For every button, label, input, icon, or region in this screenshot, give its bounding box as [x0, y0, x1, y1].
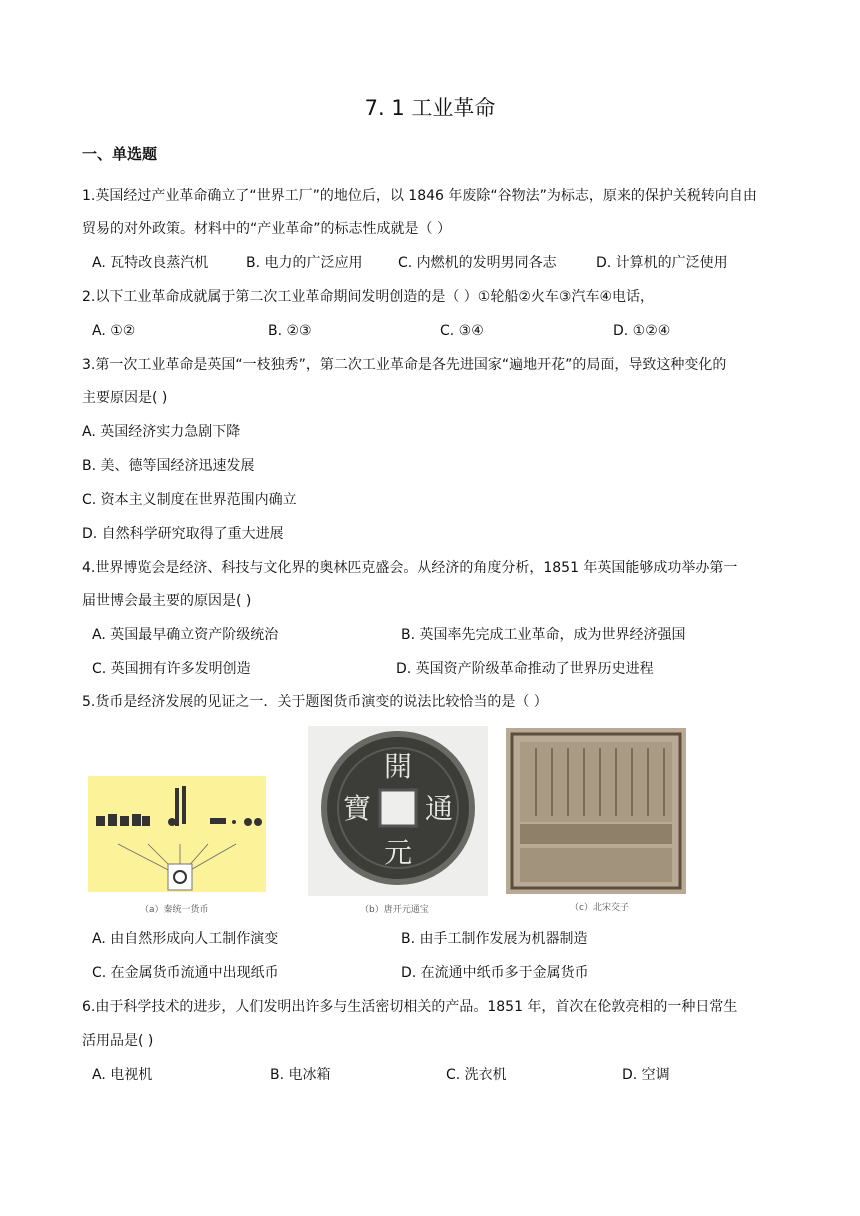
question-6-option-c[interactable]: C. 洗衣机	[446, 1067, 507, 1083]
question-4-option-b[interactable]: B. 英国率先完成工业革命，成为世界经济强国	[401, 627, 686, 643]
coin-char-left: 寶	[342, 792, 372, 825]
question-2-stem: 2.以下工业革命成就属于第二次工业革命期间发明创造的是（ ）①轮船②火车③汽车④电话，	[82, 289, 655, 305]
coin-char-right: 通	[424, 792, 454, 825]
question-5-option-c[interactable]: C. 在金属货币流通中出现纸币	[92, 965, 279, 981]
question-4-stem-line-1: 4.世界博览会是经济、科技与文化界的奥林匹克盛会。从经济的角度分析，1851 年英国能够成功举办第一	[82, 560, 738, 576]
question-2-option-b[interactable]: B. ②③	[268, 323, 312, 339]
question-3-option-a[interactable]: A. 英国经济实力急剧下降	[82, 424, 241, 440]
question-5-stem: 5.货币是经济发展的见证之一．关于题图货币演变的说法比较恰当的是（ ）	[82, 694, 548, 710]
question-2-option-a[interactable]: A. ①②	[92, 323, 136, 339]
question-6-option-b[interactable]: B. 电冰箱	[270, 1067, 331, 1083]
coin-char-top: 開	[383, 750, 413, 783]
figure-tang-coin	[308, 726, 488, 915]
question-1-option-c[interactable]: C. 内燃机的发明男同各志	[398, 255, 557, 271]
jiaozi-image	[506, 728, 686, 894]
question-5-option-d[interactable]: D. 在流通中纸币多于金属货币	[401, 965, 589, 981]
question-3-option-b[interactable]: B. 美、德等国经济迅速发展	[82, 458, 255, 474]
question-1-option-b[interactable]: B. 电力的广泛应用	[246, 255, 363, 271]
question-6-option-d[interactable]: D. 空调	[622, 1067, 670, 1083]
question-3-stem-line-2: 主要原因是( )	[82, 390, 168, 406]
figure-a-caption: （a）秦统一货币	[140, 905, 209, 915]
question-6-stem-line-1: 6.由于科学技术的进步，人们发明出许多与生活密切相关的产品。1851 年，首次在伦敦亮相的一种日常生	[82, 999, 738, 1015]
question-6-stem-line-2: 活用品是( )	[82, 1033, 154, 1049]
question-6-option-a[interactable]: A. 电视机	[92, 1067, 153, 1083]
question-5-option-a[interactable]: A. 由自然形成向人工制作演变	[92, 931, 279, 947]
figure-c-caption: （c）北宋交子	[570, 903, 629, 913]
question-4-option-c[interactable]: C. 英国拥有许多发明创造	[92, 661, 251, 677]
figure-qin-currency	[88, 776, 266, 915]
question-2-option-c[interactable]: C. ③④	[440, 323, 484, 339]
figure-song-jiaozi	[506, 728, 686, 913]
question-2-option-d[interactable]: D. ①②④	[613, 323, 671, 339]
page-title: 7. 1 工业革命	[364, 96, 496, 120]
qin-currency-image	[88, 776, 266, 892]
question-3-option-c[interactable]: C. 资本主义制度在世界范围内确立	[82, 492, 297, 508]
question-1-stem-line-2: 贸易的对外政策。材料中的“产业革命”的标志性成就是（ ）	[82, 221, 451, 237]
question-1-option-a[interactable]: A. 瓦特改良蒸汽机	[92, 255, 209, 271]
question-4-option-d[interactable]: D. 英国资产阶级革命推动了世界历史进程	[396, 661, 654, 677]
currency-figures	[88, 726, 688, 916]
kaiyuan-coin-image	[308, 726, 488, 896]
coin-char-bottom: 元	[383, 836, 413, 869]
question-4-option-a[interactable]: A. 英国最早确立资产阶级统治	[92, 627, 279, 643]
question-1-stem-line-1: 1.英国经过产业革命确立了“世界工厂”的地位后，以 1846 年废除“谷物法”为标志，原来的保护关税转向自由	[82, 188, 757, 204]
question-4-stem-line-2: 届世博会最主要的原因是( )	[82, 593, 252, 609]
question-3-stem-line-1: 3.第一次工业革命是英国“一枝独秀”，第二次工业革命是各先进国家“遍地开花”的局面，导致这种变化的	[82, 357, 727, 373]
section-heading: 一、单选题	[82, 145, 158, 163]
question-3-option-d[interactable]: D. 自然科学研究取得了重大进展	[82, 526, 284, 542]
question-1-option-d[interactable]: D. 计算机的广泛使用	[596, 255, 728, 271]
figure-b-caption: （b）唐开元通宝	[360, 905, 429, 915]
question-5-option-b[interactable]: B. 由手工制作发展为机器制造	[401, 931, 588, 947]
